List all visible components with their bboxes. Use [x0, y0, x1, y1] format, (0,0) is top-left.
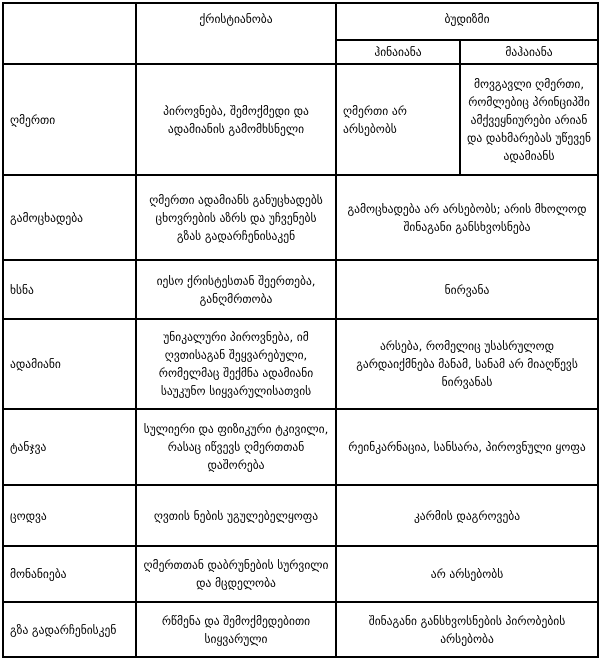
row-buddhism: ნირვანა: [336, 260, 598, 319]
table-row: [3, 260, 598, 319]
row-christianity: სულიერი და ფიზიკური ტკივილი, რასაც იწვევს ღმერთთან დაშორება: [136, 409, 336, 485]
row-christianity: რწმენა და შემოქმედებითი სიყვარული: [136, 602, 336, 657]
row-topic: გამოცხადება: [3, 175, 136, 260]
table-row: [3, 602, 598, 657]
row-buddhism: შინაგანი განსხვოსნების პირობების არსებობა: [336, 602, 598, 657]
header-mahayana: მაჰაიანა: [460, 40, 598, 64]
row-christianity: იესო ქრისტესთან შეერთება, განღმრთობა: [136, 260, 336, 319]
row-christianity: უნიკალური პიროვნება, იმ ღვთისაგან შეყვარებული, რომელმაც შექმნა ადამიანი საუკუნო სიყვარულისათვის: [136, 319, 336, 409]
table-row: [3, 64, 598, 175]
row-buddhism: გამოცხადება არ არსებობს; არის მხოლოდ შინაგანი განსხვოსნება: [336, 175, 598, 260]
row-buddhism: არ არსებობს: [336, 546, 598, 602]
row-topic: მონანიება: [3, 546, 136, 602]
row-topic: გზა გადარჩენისკენ: [3, 602, 136, 657]
table-row: [3, 546, 598, 602]
table-row: [3, 319, 598, 409]
header-row: [3, 3, 598, 40]
row-topic: ტანჯვა: [3, 409, 136, 485]
row-buddhism: კარმის დაგროვება: [336, 485, 598, 546]
row-topic: ხსნა: [3, 260, 136, 319]
row-hinayana: ღმერთი არ არსებობს: [336, 64, 460, 175]
header-christianity: ქრისტიანობა: [136, 3, 336, 64]
row-mahayana: მოვგავლი ღმერთი, რომლებიც პრინციპში ამქვეყნიურები არიან და დახმარებას უწევენ ადამიანს: [460, 64, 598, 175]
comparison-table: [2, 2, 599, 658]
row-buddhism: არსება, რომელიც უსასრულოდ გარდაიქმნება მანამ, სანამ არ მიაღწევს ნირვანას: [336, 319, 598, 409]
header-topic: [3, 3, 136, 64]
header-hinayana: ჰინაიანა: [336, 40, 460, 64]
row-christianity: ღვთის ნების უგულებელყოფა: [136, 485, 336, 546]
table-row: [3, 485, 598, 546]
header-buddhism: ბუდიზმი: [336, 3, 598, 40]
row-buddhism: რეინკარნაცია, სანსარა, პიროვნული ყოფა: [336, 409, 598, 485]
row-topic: ღმერთი: [3, 64, 136, 175]
row-christianity: პიროვნება, შემოქმედი და ადამიანის გამომხსნელი: [136, 64, 336, 175]
row-topic: ცოდვა: [3, 485, 136, 546]
row-christianity: ღმერთთან დაბრუნების სურვილი და მცდელობა: [136, 546, 336, 602]
table-row: [3, 175, 598, 260]
table-row: [3, 409, 598, 485]
row-christianity: ღმერთი ადამიანს განუცხადებს ცხოვრების აზრს და უჩვენებს გზას გადარჩენისაკენ: [136, 175, 336, 260]
row-topic: ადამიანი: [3, 319, 136, 409]
